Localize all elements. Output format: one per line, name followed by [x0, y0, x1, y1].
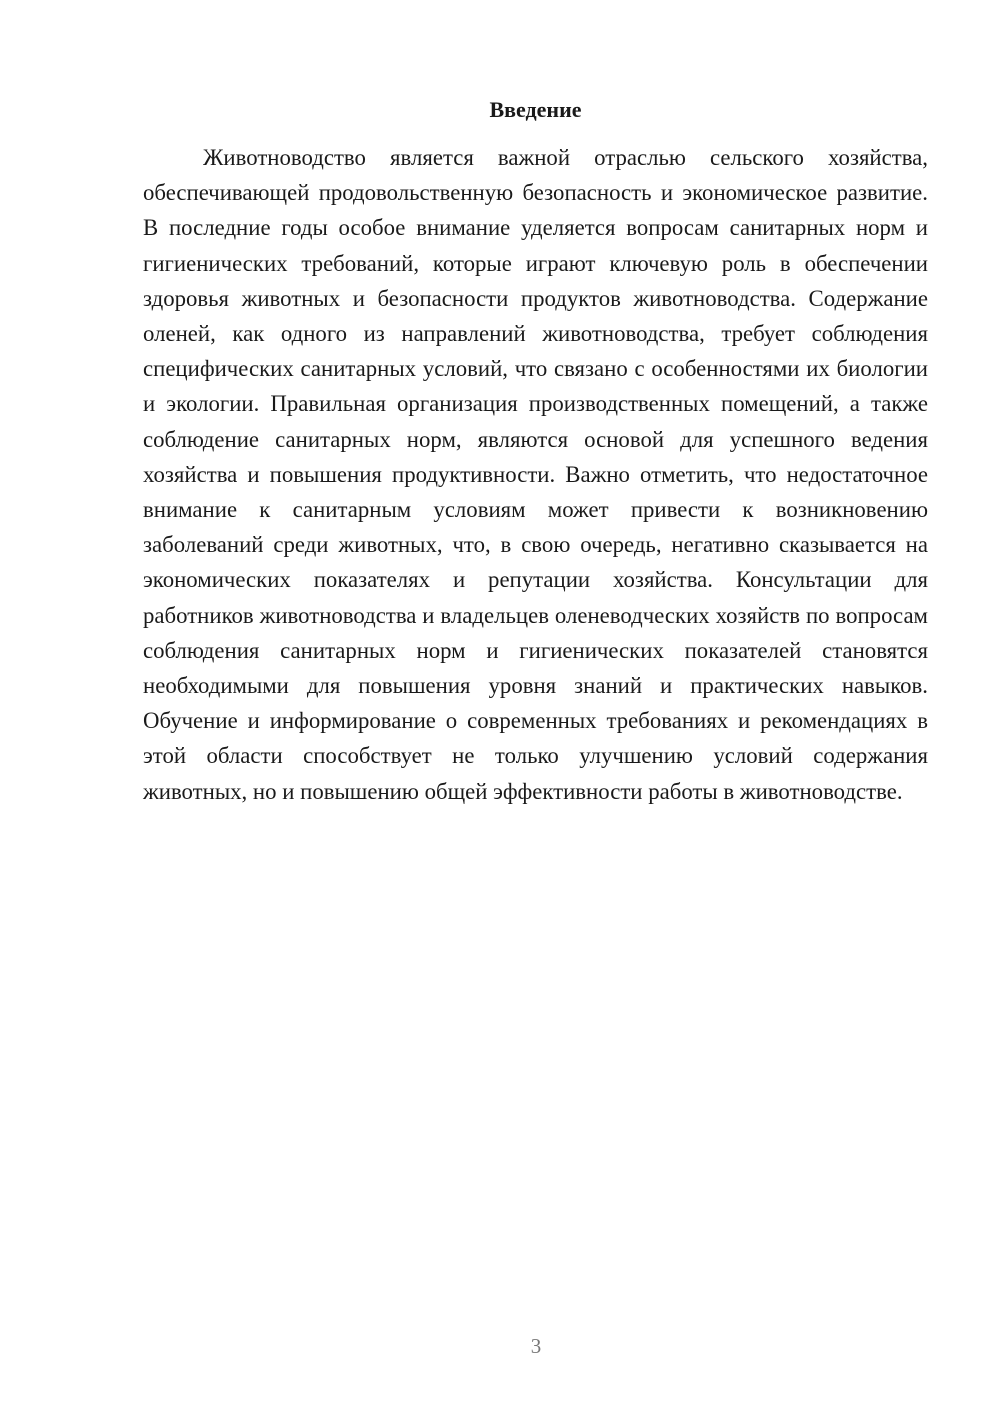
- body-paragraph: Животноводство является важной отраслью сельского хозяйства, обеспечивающей продовольственную безопасность и экономическое развитие. В последние годы особое внимание уделяется вопросам санитарных норм и гигиенических требований, которые играют ключевую роль в обеспечении здоровья животных и безопасности продуктов животноводства. Содержание оленей, как одного из направлений животноводства, требует соблюдения специфических санитарных условий, что связано с особенностями их биологии и экологии. Правильная организация производственных помещений, а также соблюдение санитарных норм, являются основой для успешного ведения хозяйства и повышения продуктивности. Важно отметить, что недостаточное внимание к санитарным условиям может привести к возникновению заболеваний среди животных, что, в свою очередь, негативно сказывается на экономических показателях и репутации хозяйства. Консультации для работников животноводства и владельцев оленеводческих хозяйств по вопросам соблюдения санитарных норм и гигиенических показателей становятся необходимыми для повышения уровня знаний и практических навыков. Обучение и информирование о современных требованиях и рекомендациях в этой области способствует не только улучшению условий содержания животных, но и повышению общей эффективности работы в животноводстве.: [143, 145, 928, 804]
- page-number: 3: [530, 1334, 542, 1358]
- section-title: Введение: [489, 97, 582, 122]
